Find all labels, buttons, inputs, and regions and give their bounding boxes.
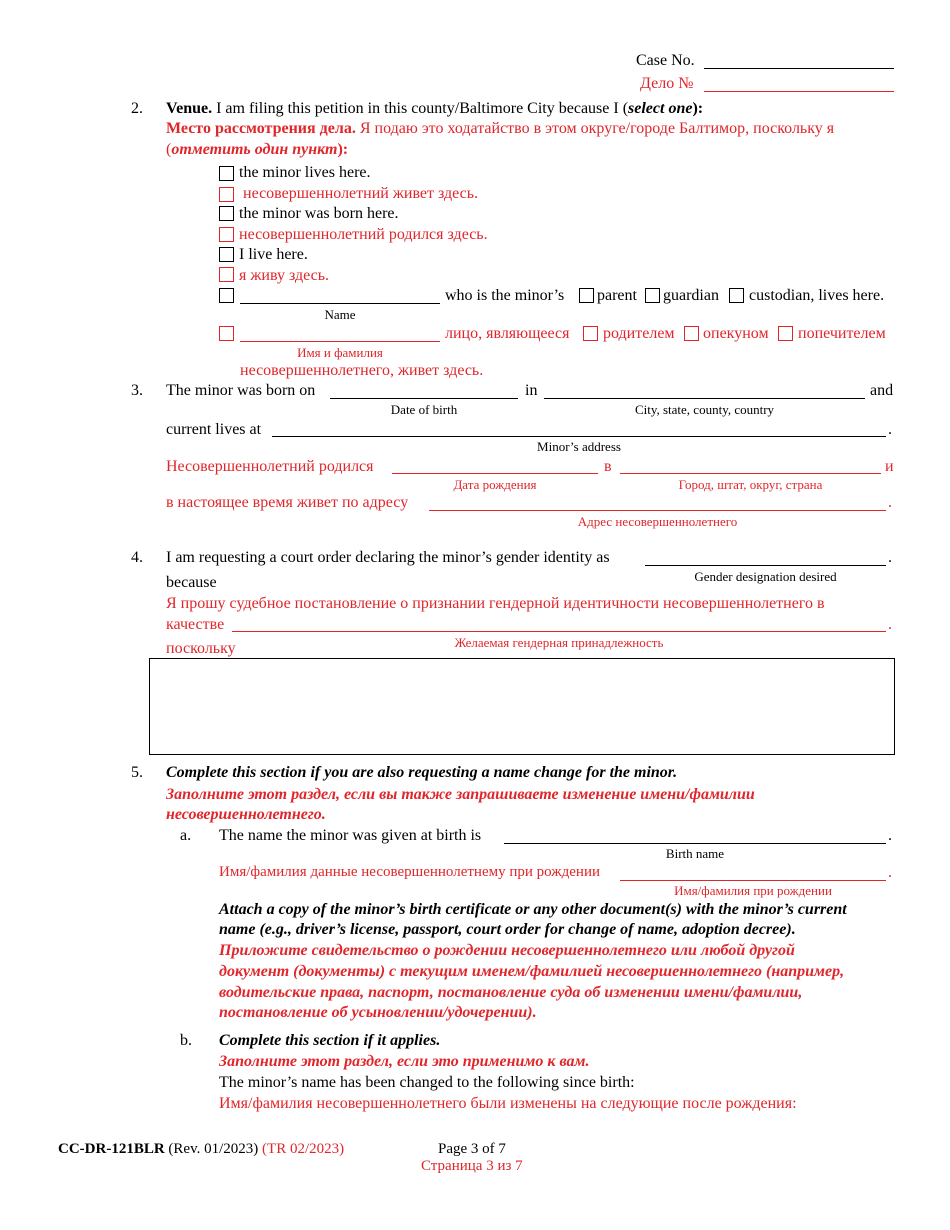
because-label-ru: поскольку	[166, 640, 236, 657]
item-a-label: a.	[180, 827, 192, 844]
checkbox-minor-lives-here[interactable]	[219, 166, 234, 181]
caption-birthplace: City, state, county, country	[634, 402, 775, 417]
option-i-live-here: I live here.	[239, 246, 308, 263]
option-who-is-minors: who is the minor’s	[445, 287, 565, 304]
period-ru: .	[888, 494, 892, 511]
birth-name-field[interactable]	[504, 843, 886, 844]
section-2-number: 2.	[131, 100, 143, 117]
in-label-ru: в	[604, 458, 612, 475]
checkbox-guardian[interactable]	[645, 288, 660, 303]
caption-minor-address-ru: Адрес несовершеннолетнего	[577, 514, 738, 529]
section-4-number: 4.	[131, 549, 143, 566]
checkbox-other-person[interactable]	[219, 288, 234, 303]
checkbox-minor-born-here-ru[interactable]	[219, 227, 234, 242]
lives-at-label-ru: в настоящее время живет по адресу	[166, 494, 409, 511]
birth-name-text: The name the minor was given at birth is	[219, 827, 482, 844]
label-custodian-ru: попечителем	[798, 325, 886, 342]
minor-address-field[interactable]	[272, 436, 886, 437]
option-minor-born-here: the minor was born here.	[239, 205, 399, 222]
checkbox-minor-lives-here-ru[interactable]	[219, 187, 234, 202]
attach-instruction-ru-4: постановление об усыновлении/удочерении).	[219, 1004, 537, 1021]
checkbox-custodian-ru[interactable]	[778, 326, 793, 341]
section-2-heading: Venue. I am filing this petition in this county/Baltimore City because I (select one):	[166, 100, 704, 117]
in-label: in	[525, 382, 538, 399]
case-number-field-ru[interactable]	[704, 91, 894, 92]
gender-request-text-ru: Я прошу судебное постановление о признании гендерной идентичности несовершеннолетнего в	[166, 595, 825, 612]
checkbox-parent[interactable]	[579, 288, 594, 303]
section-3-number: 3.	[131, 382, 143, 399]
birth-name-text-ru: Имя/фамилия данные несовершеннолетнему при рождении	[219, 864, 601, 880]
section-2-select-ru: (отметить один пункт):	[166, 141, 349, 158]
caption-minor-address: Minor’s address	[537, 439, 621, 454]
case-number-label-ru: Дело №	[640, 75, 694, 92]
other-person-name-field-ru[interactable]	[240, 341, 440, 342]
label-guardian-ru: опекуном	[703, 325, 769, 342]
born-on-label-ru: Несовершеннолетний родился	[166, 458, 374, 475]
period-5a-ru: .	[888, 864, 892, 881]
period-4-ru: .	[888, 616, 892, 633]
attach-instruction-1: Attach a copy of the minor’s birth certificate or any other document(s) with the minor’s current	[219, 901, 847, 918]
checkbox-other-person-ru[interactable]	[219, 326, 234, 341]
minor-address-field-ru[interactable]	[429, 510, 886, 511]
period-4: .	[888, 549, 892, 566]
label-parent-ru: родителем	[603, 325, 675, 342]
option-i-live-here-ru: я живу здесь.	[239, 267, 330, 284]
date-of-birth-field-ru[interactable]	[392, 473, 598, 474]
caption-birth-name: Birth name	[665, 846, 725, 861]
checkbox-i-live-here-ru[interactable]	[219, 267, 234, 282]
checkbox-parent-ru[interactable]	[583, 326, 598, 341]
attach-instruction-ru-1: Приложите свидетельство о рождении несовершеннолетнего или любой другой	[219, 942, 795, 959]
checkbox-custodian[interactable]	[729, 288, 744, 303]
checkbox-minor-born-here[interactable]	[219, 206, 234, 221]
caption-birthplace-ru: Город, штат, округ, страна	[678, 477, 823, 492]
and-label: and	[870, 382, 894, 399]
case-number-field[interactable]	[704, 68, 894, 69]
birth-name-field-ru[interactable]	[620, 880, 886, 881]
caption-birth-name-ru: Имя/фамилия при рождении	[674, 883, 832, 898]
gender-designation-field[interactable]	[645, 565, 886, 566]
birthplace-field-ru[interactable]	[620, 473, 881, 474]
item-b-label: b.	[180, 1032, 192, 1049]
caption-date-of-birth-ru: Дата рождения	[453, 477, 537, 492]
item-b-title-ru: Заполните этот раздел, если это применимо к вам.	[219, 1053, 590, 1070]
option-who-is-minors-ru: лицо, являющееся	[445, 325, 570, 342]
other-person-name-field[interactable]	[240, 303, 440, 304]
gender-request-text: I am requesting a court order declaring the minor’s gender identity as	[166, 549, 610, 566]
checkbox-i-live-here[interactable]	[219, 247, 234, 262]
reason-textarea[interactable]	[149, 658, 895, 755]
option-minor-born-here-ru: несовершеннолетний родился здесь.	[239, 226, 488, 243]
option-minor-lives-here: the minor lives here.	[239, 164, 371, 181]
attach-instruction-ru-2: документ (документы) с текущим именем/фамилией несовершеннолетнего (например,	[219, 963, 845, 980]
caption-gender-designation-ru: Желаемая гендерная принадлежность	[454, 635, 664, 650]
period-5a: .	[888, 827, 892, 844]
lives-at-label: current lives at	[166, 421, 262, 438]
section-5-title: Complete this section if you are also requesting a name change for the minor.	[166, 764, 678, 781]
born-on-label: The minor was born on	[166, 382, 316, 399]
caption-date-of-birth: Date of birth	[390, 402, 458, 417]
and-label-ru: и	[885, 458, 894, 475]
footer-form-id: CC-DR-121BLR (Rev. 01/2023) (TR 02/2023)	[58, 1141, 345, 1157]
case-number-label: Case No.	[636, 52, 695, 69]
footer-page-ru: Страница 3 из 7	[421, 1158, 523, 1174]
section-5-number: 5.	[131, 764, 143, 781]
option-other-person-tail-ru: несовершеннолетнего, живет здесь.	[240, 362, 484, 379]
section-5-title-ru-1: Заполните этот раздел, если вы также запрашиваете изменение имени/фамилии	[166, 786, 755, 803]
birthplace-field[interactable]	[544, 398, 865, 399]
label-parent: parent	[597, 287, 637, 304]
gender-request-text2-ru: качестве	[166, 616, 225, 633]
label-guardian: guardian	[663, 287, 719, 304]
footer-page: Page 3 of 7	[438, 1141, 506, 1157]
item-b-text-ru: Имя/фамилия несовершеннолетнего были изменены на следующие после рождения:	[219, 1095, 797, 1112]
period: .	[888, 421, 892, 438]
option-minor-lives-here-ru: несовершеннолетний живет здесь.	[243, 185, 479, 202]
because-label: because	[166, 574, 217, 591]
item-b-text: The minor’s name has been changed to the following since birth:	[219, 1074, 635, 1091]
caption-name-ru: Имя и фамилия	[297, 345, 383, 360]
date-of-birth-field[interactable]	[330, 398, 518, 399]
item-b-title: Complete this section if it applies.	[219, 1032, 441, 1049]
attach-instruction-2: name (e.g., driver’s license, passport, court order for change of name, adoption decree).	[219, 921, 796, 938]
section-5-title-ru-2: несовершеннолетнего.	[166, 806, 326, 823]
checkbox-guardian-ru[interactable]	[684, 326, 699, 341]
caption-name: Name	[324, 307, 356, 322]
label-custodian: custodian, lives here.	[749, 287, 885, 304]
section-2-heading-ru: Место рассмотрения дела. Я подаю это ходатайство в этом округе/городе Балтимор, поскольку я	[166, 120, 835, 137]
gender-designation-field-ru[interactable]	[232, 631, 886, 632]
attach-instruction-ru-3: водительские права, паспорт, постановление суда об изменении имени/фамилии,	[219, 984, 803, 1001]
caption-gender-designation: Gender designation desired	[694, 569, 837, 584]
